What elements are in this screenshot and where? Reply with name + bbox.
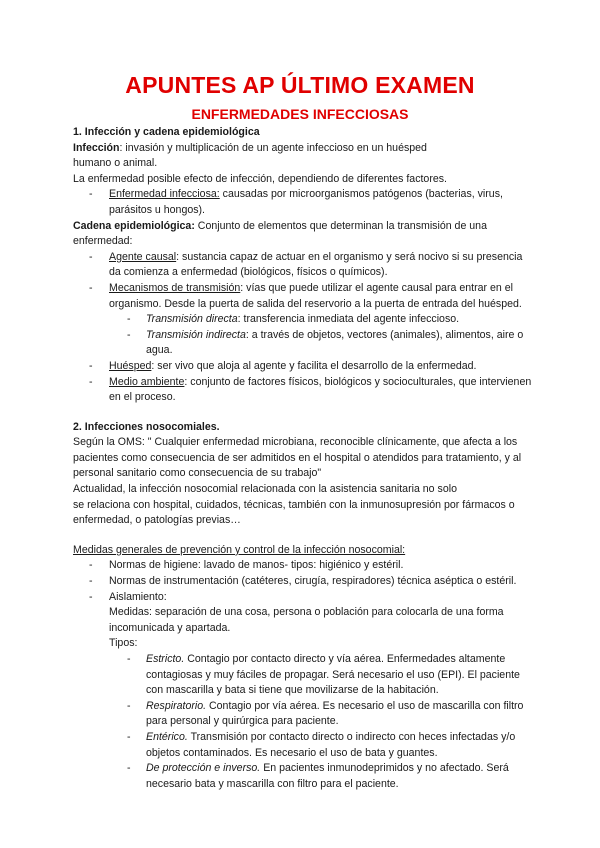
page-subtitle: ENFERMEDADES INFECCIOSAS bbox=[191, 106, 409, 122]
term: Agente causal bbox=[109, 250, 177, 263]
list-item: - Normas de instrumentación (catéteres, cirugía, respiradores) técnica aséptica o estéril. bbox=[73, 574, 533, 590]
paragraph: Infección: invasión y multiplicación de un agente infeccioso en un huésped bbox=[73, 141, 427, 154]
section-heading: 2. Infecciones nosocomiales. bbox=[73, 420, 220, 433]
paragraph: humano o animal. bbox=[73, 157, 158, 170]
term: Mecanismos de transmisión bbox=[109, 281, 241, 294]
subsection-heading: Medidas generales de prevención y control de la infección nosocomial: bbox=[73, 543, 406, 556]
term: Medio ambiente bbox=[109, 375, 185, 388]
paragraph: Actualidad, la infección nosocomial relacionada con la asistencia sanitaria no solo bbox=[73, 483, 457, 496]
paragraph: La enfermedad posible efecto de infección, dependiendo de diferentes factores. bbox=[73, 172, 447, 185]
term: Estricto. bbox=[146, 653, 185, 665]
paragraph: Cadena epidemiológica: Conjunto de elementos que determinan la transmisión de una enfermedad: bbox=[73, 219, 487, 248]
term: Cadena epidemiológica: bbox=[73, 219, 195, 232]
list-item: - Huésped: ser vivo que aloja al agente y facilita el desarrollo de la enfermedad. bbox=[73, 359, 533, 375]
bullet-list bbox=[73, 250, 533, 406]
term: De protección e inverso. bbox=[146, 762, 261, 775]
list-item: - Entérico. Transmisión por contacto directo o indirecto con heces infectadas y/o objetos contaminados. Es necesario el uso de bata y guantes. bbox=[73, 730, 533, 761]
list-item: - Medio ambiente: conjunto de factores físicos, biológicos y socioculturales, que intervienen en el proceso. bbox=[73, 375, 533, 406]
list-item: - Transmisión indirecta: a través de objetos, vectores (animales), alimentos, aire o agua. bbox=[73, 328, 533, 359]
page-title: APUNTES AP ÚLTIMO EXAMEN bbox=[125, 72, 475, 98]
list-item: - Respiratorio. Contagio por vía aérea. Es necesario el uso de mascarilla con filtro para personal y quirúrgica para paciente. bbox=[73, 699, 533, 730]
term: Huésped bbox=[109, 359, 152, 372]
list-item: - Agente causal: sustancia capaz de actuar en el organismo y será nocivo si su presencia da comienza a enfermedad (biológicos, físicos o químicos). bbox=[73, 250, 533, 281]
term: Entérico. bbox=[146, 730, 188, 743]
bullet-list bbox=[73, 652, 533, 792]
term: Enfermedad infecciosa: bbox=[109, 188, 220, 201]
list-item: - Estricto. Contagio por contacto directo y vía aérea. Enfermedades altamente contagiosas y muy fáciles de propagar. Será necesario el uso (EPI). El paciente con mascarilla y bata si tiene que movilizarse de la habitación. bbox=[73, 652, 533, 699]
bullet-list bbox=[73, 187, 533, 218]
paragraph: se relaciona con hospital, cuidados, técnicas, también con la inmunosupresión por fármacos o enfermedad, o patologías previas… bbox=[73, 498, 515, 527]
list-item: - De protección e inverso. En pacientes inmunodeprimidos y no afectado. Será necesario bata y mascarilla con filtro para el paciente. bbox=[73, 761, 533, 792]
paragraph: Tipos: bbox=[109, 637, 138, 650]
list-item: - Enfermedad infecciosa: causadas por microorganismos patógenos (bacterias, virus, parásitos u hongos). bbox=[73, 187, 533, 218]
term: Transmisión directa bbox=[146, 313, 238, 326]
bullet-list bbox=[73, 558, 533, 605]
list-item: - Normas de higiene: lavado de manos- tipos: higiénico y estéril. bbox=[73, 558, 533, 574]
list-item: - Mecanismos de transmisión: vías que puede utilizar el agente causal para entrar en el organismo. Desde la puerta de salida del reservorio a la puerta de entrada del huésped. bbox=[73, 281, 533, 312]
list-item: - Transmisión directa: transferencia inmediata del agente infeccioso. bbox=[73, 312, 533, 328]
document-body bbox=[73, 125, 533, 792]
paragraph: Medidas: separación de una cosa, persona o población para colocarla de una forma incomunicada y apartada. bbox=[109, 606, 504, 634]
term: Respiratorio. bbox=[146, 699, 207, 712]
term: Transmisión indirecta bbox=[146, 328, 246, 341]
paragraph: Según la OMS: " Cualquier enfermedad microbiana, reconocible clínicamente, que afecta a los pacientes como consecuencia de ser admitidos en el hospital o atendidos para tratamiento, y al personal sanitario como consecuencia de su trabajo" bbox=[73, 436, 522, 480]
list-item: - Aislamiento: bbox=[73, 590, 533, 606]
term: Infección bbox=[73, 141, 120, 154]
section-heading: 1. Infección y cadena epidemiológica bbox=[73, 126, 260, 138]
